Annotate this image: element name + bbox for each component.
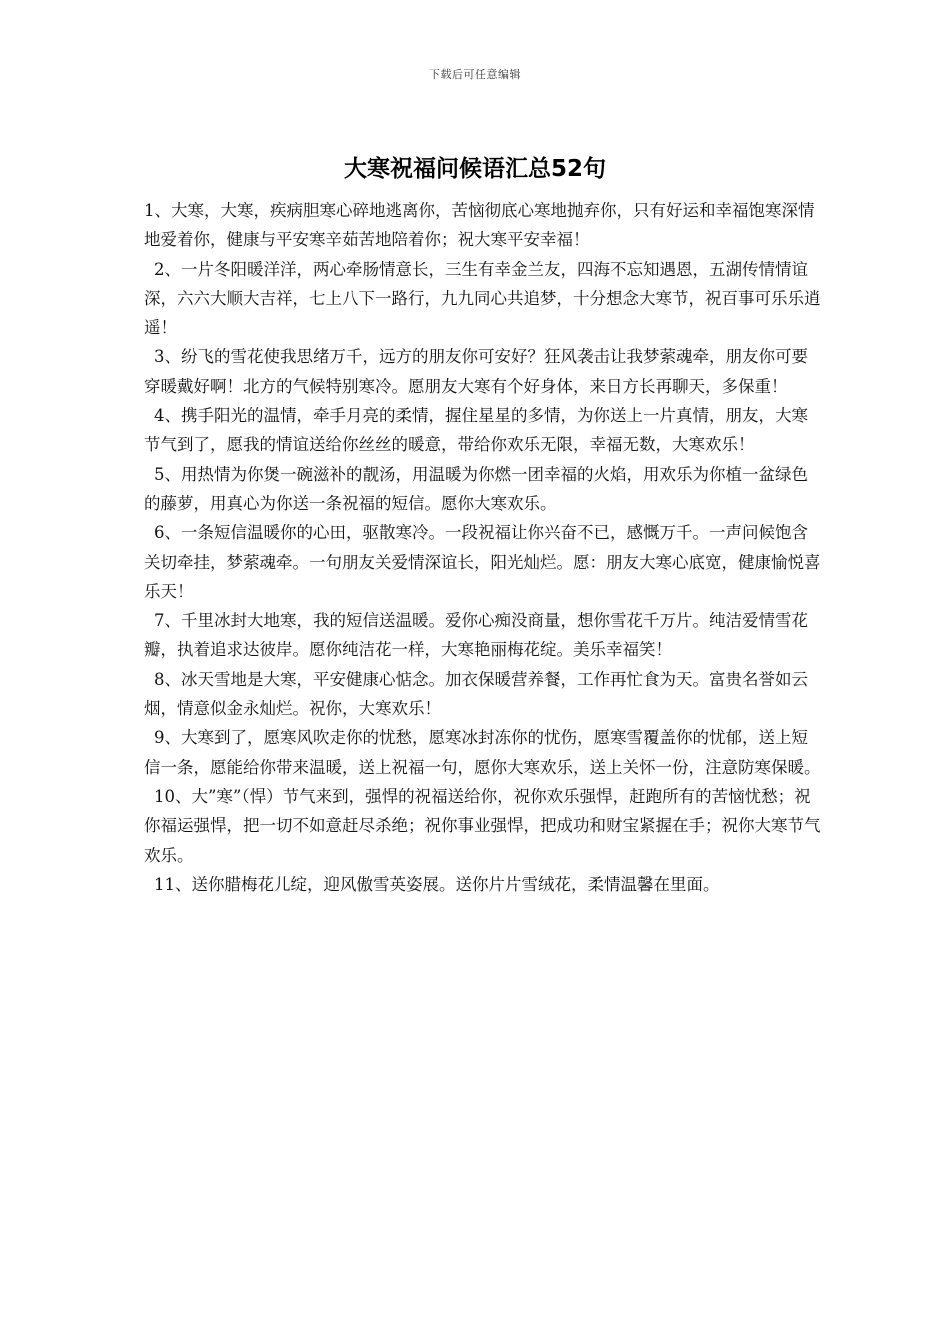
paragraph-9: 9、大寒到了，愿寒风吹走你的忧愁，愿寒冰封冻你的忧伤，愿寒雪覆盖你的忧郁，送上短信一条，愿能给你带来温暖，送上祝福一句，愿你大寒欢乐，送上关怀一份，注意防寒保暖。 xyxy=(144,728,821,777)
paragraph-7: 7、千里冰封大地寒，我的短信送温暖。爱你心痴没商量，想你雪花千万片。纯洁爱情雪花瓣，执着追求达彼岸。愿你纯洁花一样，大寒艳丽梅花绽。美乐幸福笑！ xyxy=(144,611,808,660)
paragraph-11: 11、送你腊梅花儿绽，迎风傲雪英姿展。送你片片雪绒花，柔情温馨在里面。 xyxy=(154,874,720,894)
paragraph-10: 10、大”寒”（悍）节气来到，强悍的祝福送给你，祝你欢乐强悍，赶跑所有的苦恼忧愁；祝你福运强悍，把一切不如意赶尽杀绝；祝你事业强悍，把成功和财宝紧握在手；祝你大寒节气欢乐。 xyxy=(144,786,821,865)
paragraph-2: 2、一片冬阳暖洋洋，两心牵肠情意长，三生有幸金兰友，四海不忘知遇恩，五湖传情情谊深，六六大顺大吉祥，七上八下一路行，九九同心共追梦，十分想念大寒节，祝百事可乐乐逍遥！ xyxy=(144,259,821,338)
paragraph-8: 8、冰天雪地是大寒，平安健康心惦念。加衣保暖营养餐，工作再忙食为天。富贵名誉如云烟，情意似金永灿烂。祝你，大寒欢乐！ xyxy=(144,669,808,719)
header-note: 下载后可任意编辑 xyxy=(429,68,521,81)
document-title: 大寒祝福问候语汇总52句 xyxy=(343,156,606,182)
paragraph-6: 6、一条短信温暖你的心田，驱散寒冷。一段祝福让你兴奋不已，感慨万千。一声问候饱含关切牵挂，梦萦魂牵。一句朋友关爱情深谊长，阳光灿烂。愿：朋友大寒心底宽，健康愉悦喜乐天！ xyxy=(144,523,821,601)
paragraph-1: 1、大寒，大寒，疾病胆寒心碎地逃离你，苦恼彻底心寒地抛弃你，只有好运和幸福饱寒深情地爱着你，健康与平安寒辛茹苦地陪着你；祝大寒平安幸福！ xyxy=(144,201,815,250)
paragraph-4: 4、携手阳光的温情，牵手月亮的柔情，握住星星的多情，为你送上一片真情，朋友，大寒节气到了，愿我的情谊送给你丝丝的暖意，带给你欢乐无限，幸福无数，大寒欢乐！ xyxy=(144,406,808,455)
document-body xyxy=(144,196,824,899)
paragraph-5: 5、用热情为你煲一碗滋补的靓汤，用温暖为你燃一团幸福的火焰，用欢乐为你植一盆绿色的藤萝，用真心为你送一条祝福的短信。愿你大寒欢乐。 xyxy=(144,464,808,513)
paragraph-3: 3、纷飞的雪花使我思绪万千，远方的朋友你可安好？狂风袭击让我梦萦魂牵，朋友你可要穿暖戴好啊！北方的气候特别寒冷。愿朋友大寒有个好身体，来日方长再聊天，多保重！ xyxy=(144,347,808,396)
